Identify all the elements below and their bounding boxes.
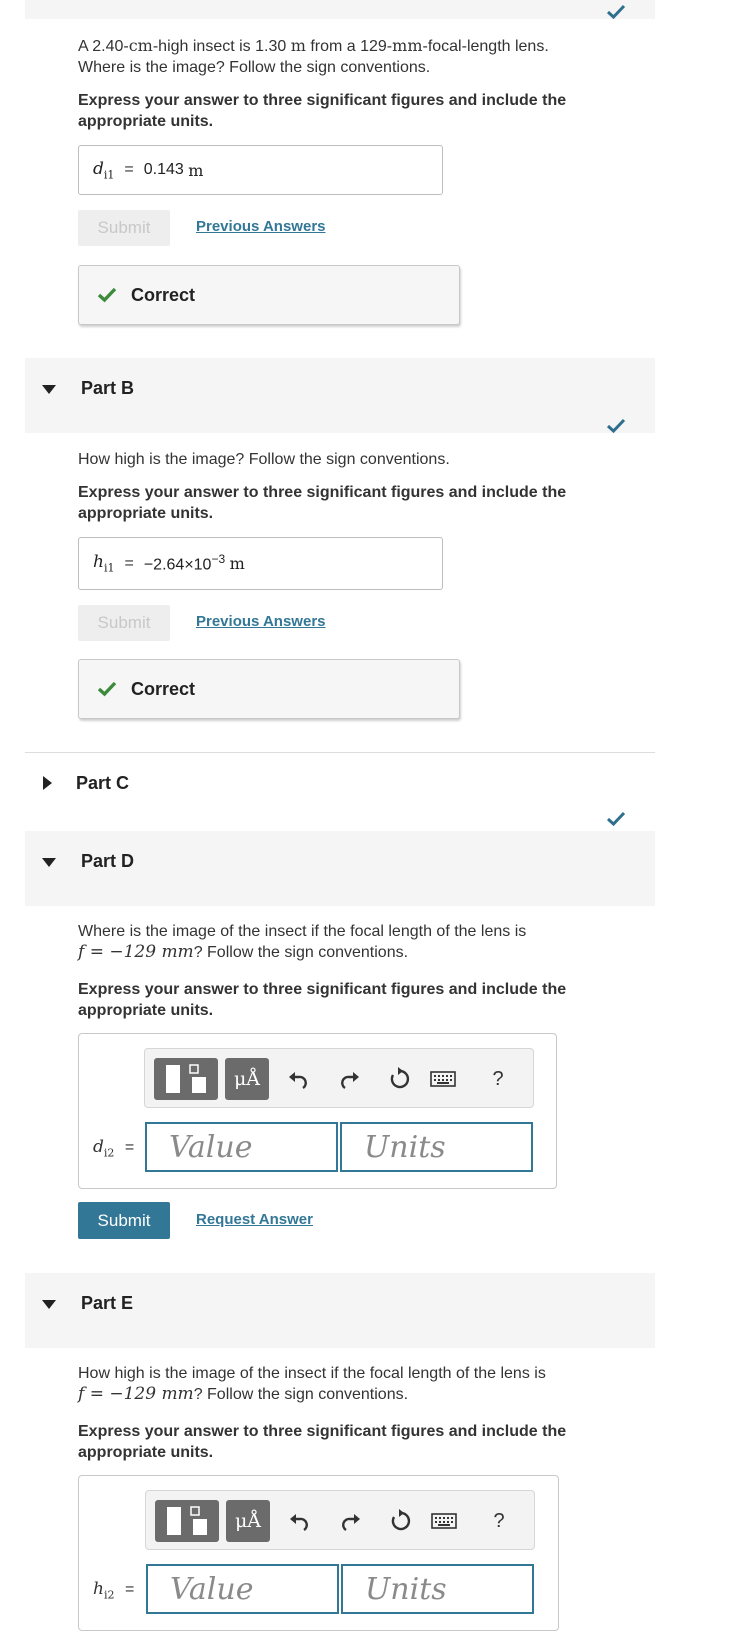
part-d-submit-button[interactable]: Submit [78, 1202, 170, 1239]
part-c-complete-check-icon [606, 811, 626, 827]
part-a-answer-value: 0.143 [143, 161, 184, 178]
part-d-instructions: Express your answer to three significant figures and include the appropriate units. [78, 981, 567, 1019]
part-b-submit-button[interactable]: Submit [78, 605, 170, 641]
part-d-value-input[interactable]: Value [145, 1122, 338, 1172]
undo-icon[interactable] [283, 1064, 313, 1094]
templates-icon[interactable] [155, 1500, 219, 1542]
undo-icon[interactable] [284, 1506, 314, 1536]
part-a-previous-answers-link[interactable]: Previous Answers [196, 218, 326, 235]
part-a-answer-field[interactable]: $d_{i1}$ = 0.143 m [78, 145, 443, 195]
templates-icon[interactable] [154, 1058, 218, 1100]
part-e-math-toolbar [145, 1490, 535, 1550]
part-b-previous-answers-link[interactable]: Previous Answers [196, 613, 326, 630]
reset-icon[interactable] [386, 1506, 416, 1536]
units-symbol-icon[interactable]: μÅ [226, 1500, 270, 1542]
units-symbol-icon[interactable]: μÅ [225, 1058, 269, 1100]
redo-icon[interactable] [336, 1506, 366, 1536]
help-icon[interactable]: ? [493, 1509, 505, 1532]
part-d-question: Where is the image of the insect if the focal length of the lens is f = −129 mm? Follow the sign conventions. [78, 923, 527, 962]
keyboard-icon[interactable] [428, 1064, 458, 1094]
part-e-units-input[interactable]: Units [341, 1564, 534, 1614]
part-a-submit-button[interactable]: Submit [78, 210, 170, 246]
part-b-answer-value: $-2.64\times 10^{-3}$ [143, 552, 226, 574]
part-b-question: How high is the image? Follow the sign conventions. [78, 451, 450, 468]
part-e-instructions: Express your answer to three significant figures and include the appropriate units. [78, 1423, 567, 1461]
part-e-question: How high is the image of the insect if the focal length of the lens is f = −129 mm? Follow the sign conventions. [78, 1365, 546, 1404]
part-d-request-answer-link[interactable]: Request Answer [196, 1211, 313, 1228]
part-a-instructions: Express your answer to three significant figures and include the appropriate units. [78, 92, 567, 130]
part-d-expanded-caret-icon[interactable] [42, 858, 56, 867]
part-d-math-toolbar [144, 1048, 534, 1108]
part-d-units-input[interactable]: Units [340, 1122, 533, 1172]
part-b-expanded-caret-icon[interactable] [42, 385, 56, 394]
help-icon[interactable]: ? [492, 1067, 504, 1090]
part-c-collapsed-caret-icon[interactable] [43, 776, 52, 790]
part-a-correct-feedback: Correct [78, 265, 460, 325]
part-c-divider [25, 752, 655, 753]
part-d-title[interactable]: Part D [81, 851, 135, 871]
part-e-answer-label: $h_{i2}$ = [93, 1579, 135, 1602]
keyboard-icon[interactable] [429, 1506, 459, 1536]
part-b-title[interactable]: Part B [81, 378, 135, 398]
correct-check-icon [97, 287, 117, 303]
part-c-title[interactable]: Part C [76, 773, 130, 793]
part-b-correct-feedback: Correct [78, 659, 460, 719]
part-d-answer-editor [78, 1033, 557, 1189]
part-b-complete-check-icon [606, 418, 626, 434]
part-b-answer-field[interactable]: $h_{i1}$ = $-2.64\times 10^{-3}$ m [78, 537, 443, 590]
part-e-expanded-caret-icon[interactable] [42, 1300, 56, 1309]
part-e-value-input[interactable]: Value [146, 1564, 339, 1614]
part-e-title[interactable]: Part E [81, 1293, 134, 1313]
part-a-header-band [25, 0, 655, 19]
part-a-complete-check-icon [606, 4, 626, 20]
redo-icon[interactable] [335, 1064, 365, 1094]
part-a-question: A 2.40-cm-high insect is 1.30 m from a 129-mm-focal-length lens. Where is the image? Follow the sign conventions. [78, 36, 549, 76]
reset-icon[interactable] [385, 1064, 415, 1094]
part-e-answer-editor [78, 1475, 559, 1631]
part-d-answer-label: $d_{i2}$ = [93, 1137, 135, 1160]
correct-check-icon [97, 681, 117, 697]
part-b-instructions: Express your answer to three significant figures and include the appropriate units. [78, 484, 567, 522]
